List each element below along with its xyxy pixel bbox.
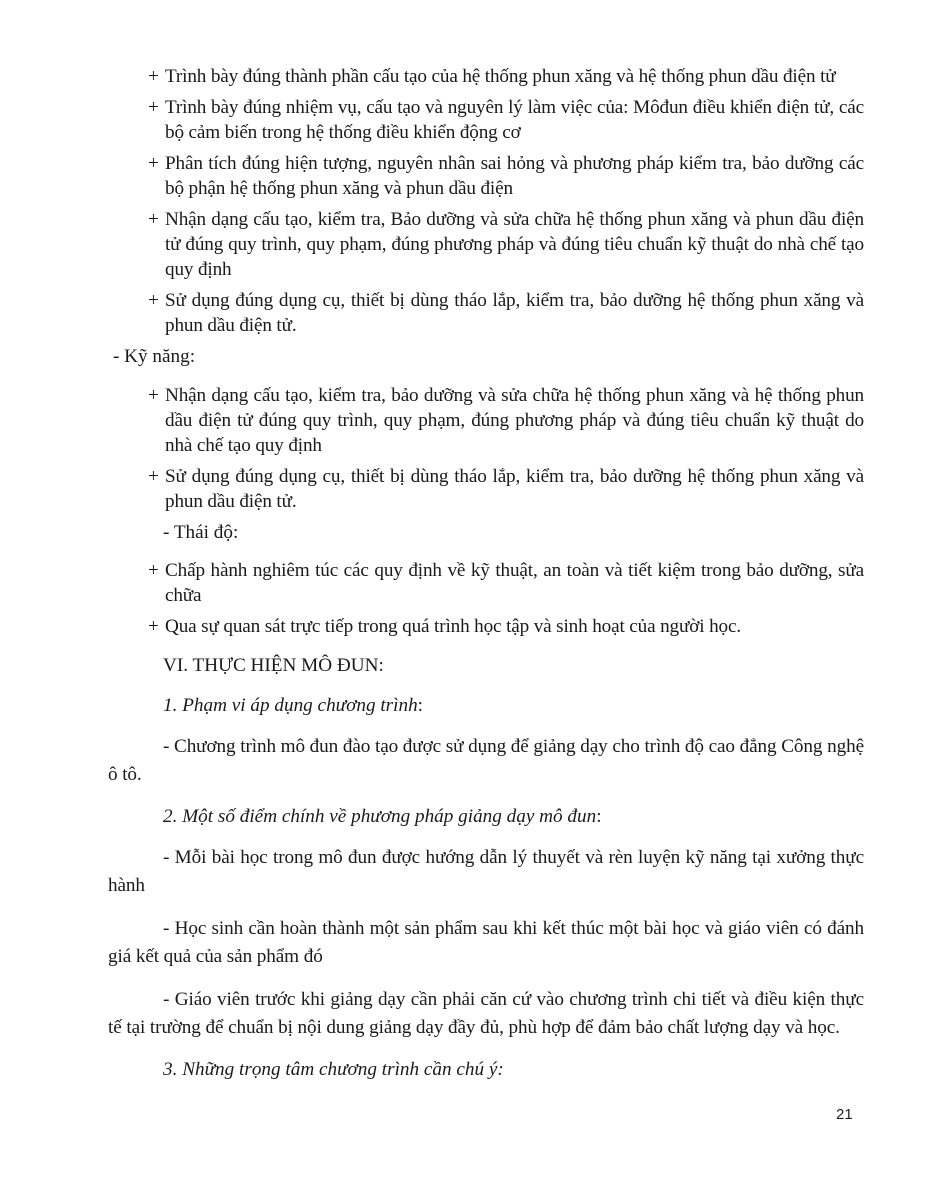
paragraph: - Giáo viên trước khi giảng dạy cần phải căn cứ vào chương trình chi tiết và điều kiện thực tế tại trường để chuẩn bị nội dung giảng dạy đầy đủ, phù hợp để đảm bảo chất lượng dạy và học. [108,989,864,1038]
subsection-title-suffix: : [497,1059,504,1080]
plus-bullet-icon: + [148,290,159,311]
paragraph: - Chương trình mô đun đào tạo được sử dụng để giảng dạy cho trình độ cao đẳng Công nghệ ô tô. [108,736,864,785]
section-heading: VI. THỰC HIỆN MÔ ĐUN: [163,655,384,676]
plus-bullet-icon: + [148,97,159,118]
subsection-title: 1. Phạm vi áp dụng chương trình [163,695,418,716]
knowledge-item [108,151,864,201]
subsection-heading-3 [108,1057,864,1082]
paragraph: - Mỗi bài học trong mô đun được hướng dẫn lý thuyết và rèn luyện kỹ năng tại xưởng thực hành [108,847,864,896]
skills-label: - Kỹ năng: [113,346,196,367]
knowledge-item-text: Phân tích đúng hiện tượng, nguyên nhân sai hỏng và phương pháp kiểm tra, bảo dưỡng các bộ phận hệ thống phun xăng và phun dầu điện [165,153,864,199]
attitude-item [108,614,864,639]
page-number: 21 [836,1106,853,1123]
plus-bullet-icon: + [148,209,159,230]
page-content [108,64,864,1097]
plus-bullet-icon: + [148,385,159,406]
subsection-title-suffix: : [417,695,424,716]
subsection-title: 2. Một số điểm chính về phương pháp giảng dạy mô đun [163,806,597,827]
attitude-item [108,558,864,608]
plus-bullet-icon: + [148,466,159,487]
skill-item-text: Sử dụng đúng dụng cụ, thiết bị dùng tháo lắp, kiểm tra, bảo dưỡng hệ thống phun xăng và phun dầu điện tử. [165,466,864,512]
knowledge-item [108,95,864,145]
plus-bullet-icon: + [148,66,159,87]
skill-item [108,383,864,458]
knowledge-item-text: Trình bày đúng thành phần cấu tạo của hệ thống phun xăng và hệ thống phun dầu điện tử [165,66,836,87]
attitude-item-text: Qua sự quan sát trực tiếp trong quá trình học tập và sinh hoạt của người học. [165,616,741,637]
plus-bullet-icon: + [148,153,159,174]
knowledge-item [108,64,864,89]
skill-item [108,464,864,514]
knowledge-item-text: Sử dụng đúng dụng cụ, thiết bị dùng tháo lắp, kiểm tra, bảo dưỡng hệ thống phun xăng và phun dầu điện tử. [165,290,864,336]
subsection-title: 3. Những trọng tâm chương trình cần chú ý [163,1059,498,1080]
attitude-item-text: Chấp hành nghiêm túc các quy định về kỹ thuật, an toàn và tiết kiệm trong bảo dưỡng, sửa chữa [165,560,864,606]
attitude-label: - Thái độ: [163,522,239,543]
subsection-heading-1 [108,693,864,718]
plus-bullet-icon: + [148,560,159,581]
knowledge-item-text: Trình bày đúng nhiệm vụ, cấu tạo và nguyên lý làm việc của: Môđun điều khiển điện tử, các bộ cảm biến trong hệ thống điều khiển động cơ [165,97,864,143]
plus-bullet-icon: + [148,616,159,637]
subsection-title-suffix: : [596,806,602,827]
skill-item-text: Nhận dạng cấu tạo, kiểm tra, bảo dưỡng và sửa chữa hệ thống phun xăng và hệ thống phun dầu điện tử đúng quy trình, quy phạm, đúng phương pháp và đúng tiêu chuẩn kỹ thuật do nhà chế tạo quy định [165,385,864,456]
subsection-heading-2 [108,804,864,829]
paragraph: - Học sinh cần hoàn thành một sản phẩm sau khi kết thúc một bài học và giáo viên có đánh giá kết quả của sản phẩm đó [108,918,864,967]
knowledge-item-text: Nhận dạng cấu tạo, kiểm tra, Bảo dưỡng và sửa chữa hệ thống phun xăng và phun dầu điện tử đúng quy trình, quy phạm, đúng phương pháp và đúng tiêu chuẩn kỹ thuật do nhà chế tạo quy định [165,209,864,280]
knowledge-item [108,207,864,282]
knowledge-item [108,288,864,338]
